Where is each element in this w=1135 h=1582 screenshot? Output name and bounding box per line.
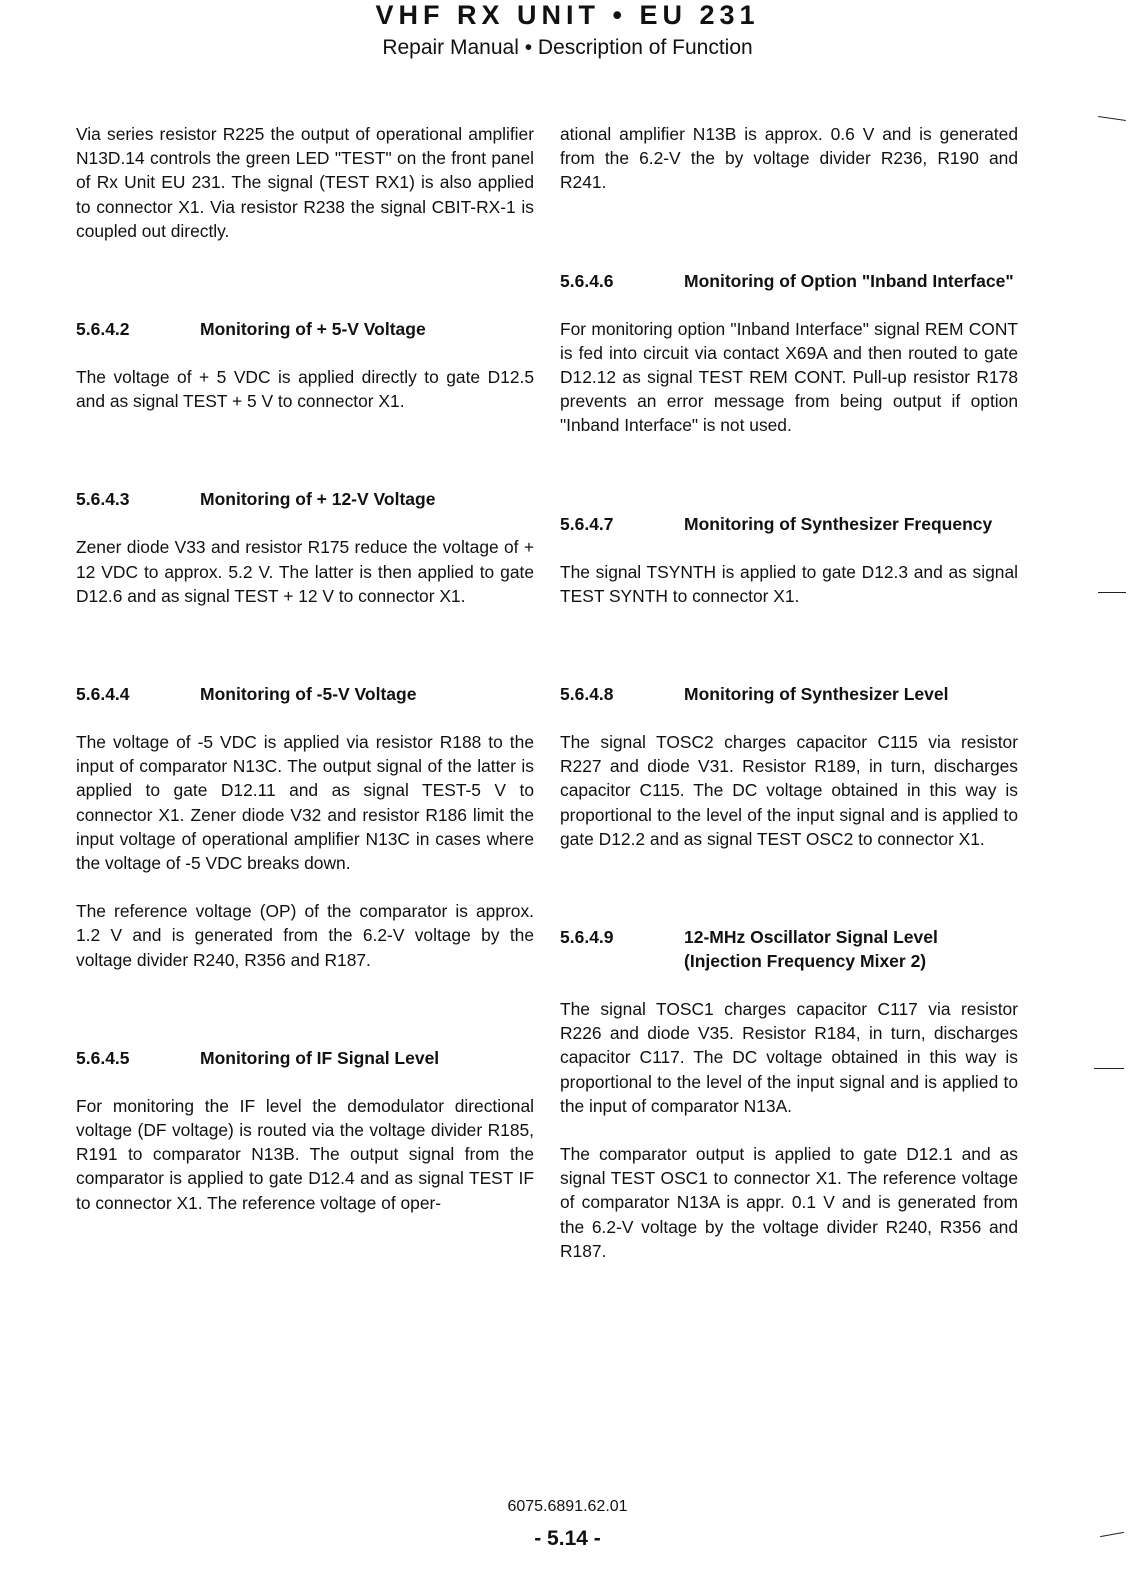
section-paragraph: The reference voltage (OP) of the comparator is approx. 1.2 V and is generated from the 6.2-V voltage by the voltage divider R240, R356 and R187. — [76, 901, 534, 970]
section-heading-5-6-4-7 — [560, 512, 1018, 536]
section-title: Monitoring of -5-V Voltage — [200, 684, 417, 705]
page-header — [0, 0, 1135, 61]
scan-mark — [1098, 116, 1126, 121]
section-paragraph: The voltage of + 5 VDC is applied directly to gate D12.5 and as signal TEST + 5 V to connector X1. — [76, 367, 534, 412]
section-title: Monitoring of IF Signal Level — [200, 1047, 440, 1068]
section-paragraph: The signal TOSC2 charges capacitor C115 via resistor R227 and diode V31. Resistor R189, in turn, discharges capacitor C115. The DC voltage obtained in this way is proportional to the level of the input signal and is applied to gate D12.2 and as signal TEST OSC2 to connector X1. — [560, 732, 1018, 849]
section-title: Monitoring of Option "Inband Interface" — [684, 270, 1014, 291]
document-number: 6075.6891.62.01 — [507, 1498, 628, 1515]
intro-paragraph: Via series resistor R225 the output of operational amplifier N13D.14 controls the green LED "TEST" on the front panel of Rx Unit EU 231. The signal (TEST RX1) is also applied to connector X1. Via resistor R238 the signal CBIT-RX-1 is coupled out directly. — [76, 124, 534, 241]
section-title: Monitoring of Synthesizer Frequency — [684, 513, 993, 534]
document-title: VHF RX UNIT • EU 231 — [375, 0, 760, 30]
section-heading-5-6-4-8 — [560, 682, 1018, 706]
section-number: 5.6.4.3 — [76, 489, 130, 510]
section-heading-5-6-4-5 — [76, 1046, 534, 1070]
section-paragraph: Zener diode V33 and resistor R175 reduce the voltage of + 12 VDC to approx. 5.2 V. The latter is then applied to gate D12.6 and as signal TEST + 12 V to connector X1. — [76, 537, 534, 606]
section-title: Monitoring of Synthesizer Level — [684, 684, 949, 705]
section-number: 5.6.4.7 — [560, 513, 614, 534]
scan-mark — [1098, 592, 1126, 593]
page-number: - 5.14 - — [534, 1527, 601, 1550]
section-heading-5-6-4-3 — [76, 487, 534, 511]
page-footer — [0, 1496, 1135, 1552]
section-paragraph: For monitoring the IF level the demodulator directional voltage (DF voltage) is routed via the voltage divider R185, R191 to comparator N13B. The output signal from the comparator is applied to gate D12.4 and as signal TEST IF to connector X1. The reference voltage of oper- — [76, 1095, 534, 1213]
section-paragraph: The voltage of -5 VDC is applied via resistor R188 to the input of comparator N13C. The output signal of the latter is applied to gate D12.11 and as signal TEST-5 V to connector X1. Zener diode V32 and resistor R186 limit the input voltage of operational amplifier N13C in cases where the voltage of -5 VDC breaks down. — [76, 732, 534, 874]
section-number: 5.6.4.8 — [560, 684, 614, 705]
section-heading-5-6-4-9 — [560, 925, 1018, 973]
left-column — [76, 122, 534, 1215]
section-paragraph: The signal TOSC1 charges capacitor C117 via resistor R226 and diode V35. Resistor R184, in turn, discharges capacitor C117. The DC voltage obtained in this way is proportional to the level of the input signal and is applied to the input of comparator N13A. — [560, 999, 1018, 1116]
section-number: 5.6.4.9 — [560, 927, 614, 948]
section-heading-5-6-4-4 — [76, 682, 534, 706]
continued-paragraph: ational amplifier N13B is approx. 0.6 V and is generated from the 6.2-V the by voltage divider R236, R190 and R241. — [560, 124, 1018, 193]
right-column — [560, 122, 1018, 1263]
section-heading-5-6-4-6 — [560, 269, 1018, 293]
section-paragraph: The comparator output is applied to gate D12.1 and as signal TEST OSC1 to connector X1. The reference voltage of comparator N13A is appr. 0.1 V and is generated from the 6.2-V voltage by the voltage divider R240, R356 and R187. — [560, 1144, 1018, 1261]
section-paragraph: For monitoring option "Inband Interface" signal REM CONT is fed into circuit via contact X69A and then routed to gate D12.12 as signal TEST REM CONT. Pull-up resistor R178 prevents an error message from being output if option "Inband Interface" is not used. — [560, 318, 1018, 436]
section-title: Monitoring of + 5-V Voltage — [200, 319, 426, 340]
section-title: 12-MHz Oscillator Signal Level (Injection Frequency Mixer 2) — [684, 927, 938, 972]
section-paragraph: The signal TSYNTH is applied to gate D12.3 and as signal TEST SYNTH to connector X1. — [560, 561, 1018, 606]
section-number: 5.6.4.5 — [76, 1047, 130, 1068]
section-heading-5-6-4-2 — [76, 317, 534, 341]
section-number: 5.6.4.6 — [560, 270, 614, 291]
section-number: 5.6.4.2 — [76, 319, 130, 340]
scan-mark — [1094, 1068, 1124, 1069]
section-title: Monitoring of + 12-V Voltage — [200, 489, 436, 510]
section-number: 5.6.4.4 — [76, 684, 130, 705]
document-subtitle: Repair Manual • Description of Function — [382, 36, 753, 59]
